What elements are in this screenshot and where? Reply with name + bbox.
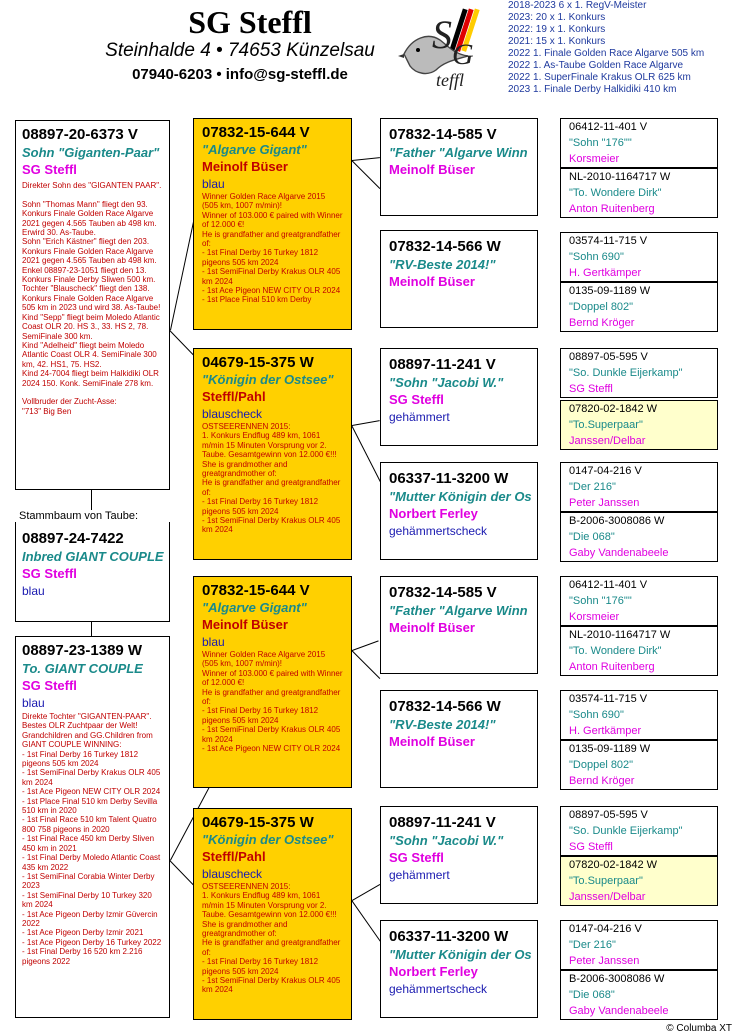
pigeon-name: "To.Superpaar" xyxy=(569,419,643,431)
owner: Meinolf Büser xyxy=(202,159,288,174)
grandparent-card[interactable] xyxy=(193,348,352,560)
ring-number: 07820-02-1842 W xyxy=(569,403,658,415)
footer-credit: © Columba XT xyxy=(666,1023,732,1034)
achievement-item: 2023: 20 x 1. Konkurs xyxy=(508,12,606,23)
page-title: SG Steffl xyxy=(188,4,312,40)
svg-text:G: G xyxy=(452,38,474,71)
owner: Bernd Kröger xyxy=(569,317,635,329)
owner: Janssen/Delbar xyxy=(569,891,646,903)
owner: H. Gertkämper xyxy=(569,267,642,279)
ring-number: 04679-15-375 W xyxy=(202,354,314,371)
ring-number: 0135-09-1189 W xyxy=(569,285,651,297)
description: Direkter Sohn des "GIGANTEN PAAR". Sohn "Thomas Mann" fliegt den 93. Konkurs Finale Golden Race Algarve 2021 gegen 4.565 Tauben ab 498 km. Erwird 30. As-Taube. Sohn "Erich Kästner" fliegt den 203. Konkurs Finale Golden Race Algarve 2021 gegen 4.565 Tauben ab 498 km. Enkel 08897-23-1051 fliegt den 13. Konkurs Finale Derby Sliwen 500 km. Tochter "Blauscheck" fliegt den 138. Konkurs Finale Golden Race Algarve 505 km in 2023 und wird 38. As-Taube! Kind "Sepp" fliegt beim Moledo Atlantic Coast OLR 20. HS 3., 33. HS 2, 78. SemiFinale 300 km. Kind "Adelheid" fliegt beim Moledo Atlantic Coast OLR 4. SemiFinale 300 km, 42. HS1, 75. HS2. Kind 24-7004 fliegt beim Halkidiki OLR 2024 150. Konk. SemiFinale 278 km. Vollbruder der Zucht-Asse: "713" Big Ben xyxy=(22,181,162,416)
owner: Meinolf Büser xyxy=(389,274,475,289)
ancestor-card[interactable] xyxy=(560,690,718,740)
pigeon-name: "RV-Beste 2014!" xyxy=(389,717,496,732)
achievement-item: 2018-2023 6 x 1. RegV-Meister xyxy=(508,0,647,11)
pigeon-name: "Algarve Gigant" xyxy=(202,600,307,615)
ring-number: NL-2010-1164717 W xyxy=(569,171,671,183)
pigeon-name: "Doppel 802" xyxy=(569,301,634,313)
achievement-item: 2022 1. SuperFinale Krakus OLR 625 km xyxy=(508,72,691,83)
great-grandparent-card[interactable] xyxy=(380,348,538,446)
pigeon-name: "So. Dunkle Eijerkamp" xyxy=(569,825,683,837)
ring-number: 03574-11-715 V xyxy=(569,235,648,247)
color: blau xyxy=(202,635,225,649)
pigeon-name: "Sohn "Jacobi W." xyxy=(389,375,504,390)
owner: Peter Janssen xyxy=(569,497,640,509)
ring-number: 0147-04-216 V xyxy=(569,923,642,935)
owner: SG Steffl xyxy=(22,566,77,581)
ring-number: 0135-09-1189 W xyxy=(569,743,651,755)
owner: Steffl/Pahl xyxy=(202,849,266,864)
pigeon-name: "Father "Algarve Winn xyxy=(389,145,528,160)
ancestor-card[interactable] xyxy=(560,232,718,282)
owner: Gaby Vandenabeele xyxy=(569,1005,669,1017)
color: gehämmertscheck xyxy=(389,982,488,996)
ring-number: 04679-15-375 W xyxy=(202,814,314,831)
color: blau xyxy=(202,177,225,191)
pigeon-name: "Sohn "176"" xyxy=(569,137,632,149)
father-card[interactable] xyxy=(15,120,170,490)
color: gehämmert xyxy=(389,410,450,424)
owner: H. Gertkämper xyxy=(569,725,642,737)
ring-number: 07832-14-585 V xyxy=(389,584,497,601)
pigeon-name: "Königin der Ostsee" xyxy=(202,372,334,387)
owner: Steffl/Pahl xyxy=(202,389,266,404)
owner: Meinolf Büser xyxy=(389,734,475,749)
ring-number: 06412-11-401 V xyxy=(569,121,648,133)
great-grandparent-card[interactable] xyxy=(380,462,538,560)
ancestor-card[interactable] xyxy=(560,282,718,332)
owner: Norbert Ferley xyxy=(389,506,478,521)
pigeon-name: "Father "Algarve Winn xyxy=(389,603,528,618)
great-grandparent-card[interactable] xyxy=(380,118,538,216)
ancestor-card[interactable] xyxy=(560,462,718,512)
owner: Bernd Kröger xyxy=(569,775,635,787)
color: blau xyxy=(22,696,45,710)
owner: Anton Ruitenberg xyxy=(569,661,655,673)
ring-number: 0147-04-216 V xyxy=(569,465,642,477)
owner: Peter Janssen xyxy=(569,955,640,967)
ring-number: 07832-14-585 V xyxy=(389,126,497,143)
subject-pigeon-card[interactable] xyxy=(15,510,170,622)
color: blau xyxy=(22,584,45,598)
grandparent-card[interactable] xyxy=(193,576,352,788)
ancestor-card[interactable] xyxy=(560,348,718,398)
ring-number: 07832-15-644 V xyxy=(202,124,310,141)
ring-number: 08897-23-1389 W xyxy=(22,642,143,659)
pigeon-name: To. GIANT COUPLE xyxy=(22,661,143,676)
description: OSTSEERENNEN 2015: 1. Konkurs Endflug 489 km, 1061 m/min 15 Minuten Vorsprung vor 2. Taube. Gesamtgewinn von 12.000 €!!! She is grandmother and greatgrandmother of: He is grandfather and greatgrandfather of: - 1st Final Derby 16 Turkey 1812 pigeons 505 km 2024 - 1st SemiFinal Derby Krakus OLR 405 km 2024 xyxy=(202,422,341,535)
ancestor-card[interactable] xyxy=(560,740,718,790)
pigeon-name: Sohn "Giganten-Paar" xyxy=(22,145,160,160)
owner: SG Steffl xyxy=(569,383,613,395)
achievement-item: 2022 1. As-Taube Golden Race Algarve xyxy=(508,60,684,71)
ancestor-card[interactable] xyxy=(560,806,718,856)
pigeon-name: "Mutter Königin der Os xyxy=(389,489,532,504)
description: Direkte Tochter "GIGANTEN-PAAR". Bestes OLR Zuchtpaar der Welt! Grandchildren and GG.Children from GIANT COUPLE WINNING: - 1st Final Derby 16 Turkey 1812 pigeons 505 km 2024 - 1st SemiFinal Derby Krakus OLR 405 km 2024 - 1st Ace Pigeon NEW CITY OLR 2024 - 1st Place Final 510 km Derby Sevilla 510 km in 2020 - 1st Final Race 510 km Talent Quatro 800 758 pigeons in 2020 - 1st Final Race 450 km Derby Sliven 450 km in 2021 - 1st Final Derby Moledo Atlantic Coast 435 km 2022 - 1st SemiFinal Corabia Winter Derby 2023 - 1st SemiFinal Derby 10 Turkey 320 km 2024 - 1st Ace Pigeon Derby Izmir Güvercin 2022 - 1st Ace Pigeon Derby Izmir 2021 - 1st Ace Pigeon Derby 16 Turkey 2022 - 1st Final Derby 16 520 km 2.216 pigeons 2022 xyxy=(22,712,162,966)
pigeon-name: "To.Superpaar" xyxy=(569,875,643,887)
great-grandparent-card[interactable] xyxy=(380,690,538,788)
ring-number: B-2006-3008086 W xyxy=(569,515,665,527)
pigeon-name: "Der 216" xyxy=(569,481,616,493)
achievement-item: 2022 1. Finale Golden Race Algarve 505 km xyxy=(508,48,705,59)
pigeon-name: "To. Wondere Dirk" xyxy=(569,187,662,199)
pigeon-name: "To. Wondere Dirk" xyxy=(569,645,662,657)
ancestor-card[interactable] xyxy=(560,920,718,970)
connector-line xyxy=(351,160,380,189)
owner: Norbert Ferley xyxy=(389,964,478,979)
color: blauscheck xyxy=(202,867,263,881)
owner: Meinolf Büser xyxy=(202,617,288,632)
ring-number: 08897-11-241 V xyxy=(389,356,496,373)
ring-number: 07832-14-566 W xyxy=(389,238,501,255)
owner: SG Steffl xyxy=(389,850,444,865)
ring-number: 07832-15-644 V xyxy=(202,582,310,599)
achievement-item: 2022: 19 x 1. Konkurs xyxy=(508,24,606,35)
contact-info: 07940-6203 • info@sg-steffl.de xyxy=(132,66,348,83)
owner: Gaby Vandenabeele xyxy=(569,547,669,559)
color: gehämmertscheck xyxy=(389,524,488,538)
mother-card[interactable] xyxy=(15,636,170,1018)
ancestor-card[interactable] xyxy=(560,970,718,1020)
color: gehämmert xyxy=(389,868,450,882)
pigeon-name: "So. Dunkle Eijerkamp" xyxy=(569,367,683,379)
pigeon-name: "RV-Beste 2014!" xyxy=(389,257,496,272)
pigeon-name: "Die 068" xyxy=(569,531,615,543)
ring-number: NL-2010-1164717 W xyxy=(569,629,671,641)
achievement-item: 2023 1. Finale Derby Halkidiki 410 km xyxy=(508,84,677,95)
owner: Korsmeier xyxy=(569,153,620,165)
connector-line xyxy=(352,640,379,651)
ring-number: 08897-24-7422 xyxy=(22,530,124,547)
ancestor-card[interactable] xyxy=(560,400,718,450)
owner: Meinolf Büser xyxy=(389,620,475,635)
pedigree-label: Stammbaum von Taube: xyxy=(15,510,175,522)
pigeon-name: "Sohn "176"" xyxy=(569,595,632,607)
grandparent-card[interactable] xyxy=(193,808,352,1020)
connector-line xyxy=(352,884,380,901)
ancestor-card[interactable] xyxy=(560,168,718,218)
connector-line xyxy=(351,900,382,943)
connector-line xyxy=(352,420,380,426)
ring-number: 03574-11-715 V xyxy=(569,693,648,705)
pigeon-name: Inbred GIANT COUPLE xyxy=(22,549,164,564)
achievement-item: 2021: 15 x 1. Konkurs xyxy=(508,36,606,47)
ancestor-card[interactable] xyxy=(560,512,718,562)
pigeon-name: "Sohn "Jacobi W." xyxy=(389,833,504,848)
great-grandparent-card[interactable] xyxy=(380,920,538,1018)
great-grandparent-card[interactable] xyxy=(380,806,538,904)
ancestor-card[interactable] xyxy=(560,118,718,168)
ring-number: 07820-02-1842 W xyxy=(569,859,658,871)
pigeon-name: "Der 216" xyxy=(569,939,616,951)
ring-number: 08897-20-6373 V xyxy=(22,126,138,143)
great-grandparent-card[interactable] xyxy=(380,230,538,328)
ancestor-card[interactable] xyxy=(560,856,718,906)
ring-number: B-2006-3008086 W xyxy=(569,973,665,985)
owner: SG Steffl xyxy=(569,841,613,853)
ancestor-card[interactable] xyxy=(560,576,718,626)
pigeon-name: "Sohn 690" xyxy=(569,709,624,721)
owner: Korsmeier xyxy=(569,611,620,623)
pigeon-logo-icon xyxy=(398,2,490,96)
achievements-list xyxy=(508,0,738,96)
pigeon-name: "Mutter Königin der Os xyxy=(389,947,532,962)
connector-line xyxy=(351,425,381,482)
owner: Anton Ruitenberg xyxy=(569,203,655,215)
connector-line xyxy=(91,620,92,636)
owner: SG Steffl xyxy=(22,678,77,693)
owner: SG Steffl xyxy=(22,162,77,177)
pigeon-name: "Algarve Gigant" xyxy=(202,142,307,157)
pigeon-name: "Doppel 802" xyxy=(569,759,634,771)
ring-number: 08897-05-595 V xyxy=(569,351,648,363)
grandparent-card[interactable] xyxy=(193,118,352,330)
ring-number: 06412-11-401 V xyxy=(569,579,648,591)
connector-line xyxy=(352,157,380,161)
ring-number: 06337-11-3200 W xyxy=(389,928,509,945)
svg-text:S: S xyxy=(432,12,452,57)
svg-text:teffl: teffl xyxy=(436,70,464,90)
ring-number: 06337-11-3200 W xyxy=(389,470,509,487)
description: Winner Golden Race Algarve 2015 (505 km, 1007 m/min)! Winner of 103.000 € paired with Winner of 12.000 €! He is grandfather and greatgrandfather of: - 1st Final Derby 16 Turkey 1812 pigeons 505 km 2024 - 1st SemiFinal Derby Krakus OLR 405 km 2024 - 1st Ace Pigeon NEW CITY OLR 2024 xyxy=(202,650,343,754)
description: Winner Golden Race Algarve 2015 (505 km, 1007 m/min)! Winner of 103.000 € paired with Winner of 12.000 €! He is grandfather and greatgrandfather of: - 1st Final Derby 16 Turkey 1812 pigeons 505 km 2024 - 1st SemiFinal Derby Krakus OLR 405 km 2024 - 1st Ace Pigeon NEW CITY OLR 2024 - 1st Place Final 510 km Derby xyxy=(202,192,343,305)
pigeon-name: "Königin der Ostsee" xyxy=(202,832,334,847)
ring-number: 08897-05-595 V xyxy=(569,809,648,821)
color: blauscheck xyxy=(202,407,263,421)
address: Steinhalde 4 • 74653 Künzelsau xyxy=(105,40,375,61)
owner: Janssen/Delbar xyxy=(569,435,646,447)
description: OSTSEERENNEN 2015: 1. Konkurs Endflug 489 km, 1061 m/min 15 Minuten Vorsprung vor 2. Taube. Gesamtgewinn von 12.000 €!!! She is grandmother and greatgrandmother of: He is grandfather and greatgrandfather of: - 1st Final Derby 16 Turkey 1812 pigeons 505 km 2024 - 1st SemiFinal Derby Krakus OLR 405 km 2024 xyxy=(202,882,341,995)
owner: SG Steffl xyxy=(389,392,444,407)
great-grandparent-card[interactable] xyxy=(380,576,538,674)
ancestor-card[interactable] xyxy=(560,626,718,676)
owner: Meinolf Büser xyxy=(389,162,475,177)
pigeon-name: "Die 068" xyxy=(569,989,615,1001)
ring-number: 08897-11-241 V xyxy=(389,814,496,831)
pigeon-name: "Sohn 690" xyxy=(569,251,624,263)
connector-line xyxy=(351,650,380,679)
ring-number: 07832-14-566 W xyxy=(389,698,501,715)
